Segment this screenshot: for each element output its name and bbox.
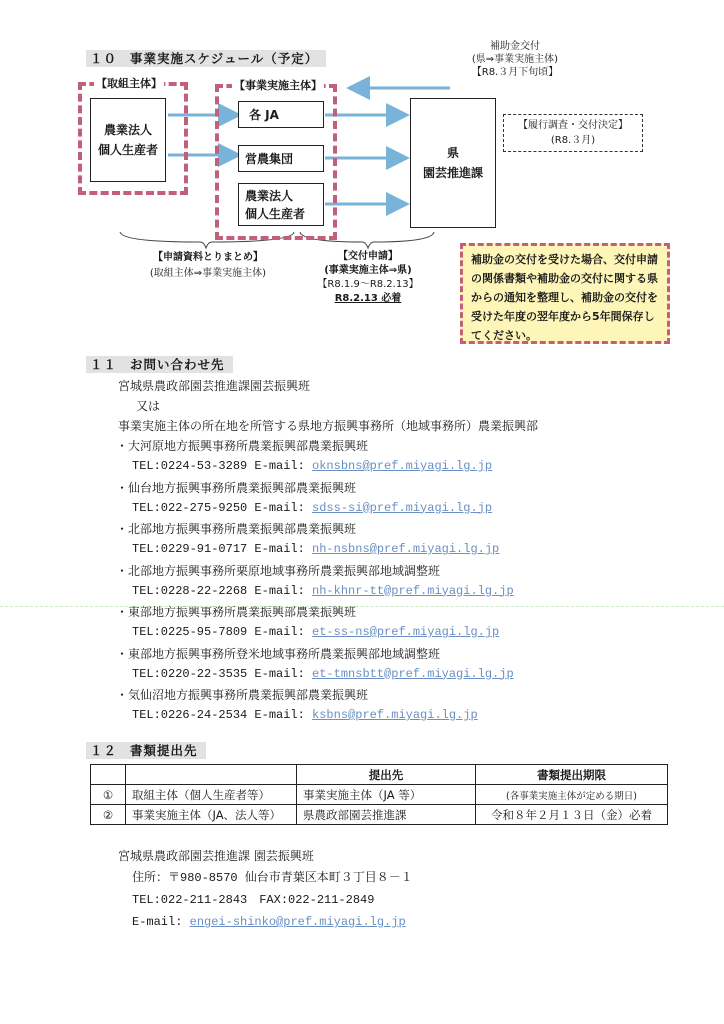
table-header-row — [91, 765, 668, 785]
torikumi-label: 【取組主体】 — [96, 77, 162, 90]
section12-heading — [86, 742, 206, 759]
jigyo-ja-box: 各 JA — [238, 101, 324, 128]
kofu-shinsei-deadline: R8.2.13 必着 — [334, 293, 402, 304]
table-header-cell: 書類提出期限 — [476, 765, 668, 785]
office-contact — [132, 500, 492, 516]
section12-title: 書類提出先 — [130, 743, 198, 758]
table-header-cell — [91, 765, 126, 785]
table-cell: 県農政部園芸推進課 — [297, 805, 476, 825]
table-row — [91, 805, 668, 825]
office-tel: TEL:022-275-9250 E-mail: — [132, 500, 305, 515]
kofu-shinsei-text — [300, 250, 436, 306]
section10-number: １０ — [90, 51, 118, 66]
table-cell: ② — [91, 805, 126, 825]
torikumi-box — [90, 98, 166, 182]
jigyo-hojin-line1: 農業法人 — [245, 188, 294, 203]
jigyo-hojin-box — [238, 183, 324, 226]
kofu-shinsei-line3: 【R8.1.9～R8.2.13】 — [317, 279, 419, 290]
contact-main: 宮城県農政部園芸推進課園芸振興班 — [118, 379, 311, 393]
section11-title: お問い合わせ先 — [130, 357, 225, 372]
office-tel: TEL:0224-53-3289 E-mail: — [132, 459, 305, 473]
office-contact — [132, 624, 499, 640]
rikou-box — [503, 114, 643, 152]
office-name: ・東部地方振興事務所登米地域事務所農業振興部地域調整班 — [116, 646, 441, 661]
section10-title: 事業実施スケジュール（予定） — [130, 51, 319, 66]
fold-line — [0, 606, 724, 607]
office-name: ・北部地方振興事務所農業振興部農業振興班 — [116, 522, 357, 536]
rikou-line1: 【履行調査・交付決定】 — [518, 120, 628, 131]
section11-number: １１ — [90, 357, 118, 372]
ken-box-line2: 園芸推進課 — [422, 166, 483, 180]
kofu-shinsei-line1: 【交付申請】 — [338, 251, 398, 262]
office-tel: TEL:0220-22-3535 E-mail: — [132, 666, 305, 681]
table-cell: 令和８年２月１３日（金）必着 — [476, 805, 668, 825]
table-cell: ① — [91, 785, 126, 805]
office-contact — [132, 583, 514, 599]
office-contact — [132, 458, 492, 474]
submission-table — [90, 764, 668, 825]
office-tel: TEL:0225-95-7809 E-mail: — [132, 625, 305, 639]
kofu-shinsei-line2: (事業実施主体⇒県) — [324, 265, 412, 276]
office-name: ・気仙沼地方振興事務所農業振興部農業振興班 — [116, 688, 369, 702]
kofu-top-line3: 【R8.３月下旬頃】 — [471, 67, 559, 78]
office-tel: TEL:0228-22-2268 E-mail: — [132, 583, 305, 598]
footer-org: 宮城県農政部園芸推進課 園芸振興班 — [118, 849, 314, 863]
office-tel: TEL:0226-24-2534 E-mail: — [132, 708, 305, 722]
jigyo-hojin-line2: 個人生産者 — [245, 206, 306, 221]
table-header-cell — [126, 765, 297, 785]
footer-addr: 住所：〒980-8570 仙台市青葉区本町３丁目８－１ — [132, 871, 413, 885]
office-email-link[interactable]: et-ss-ns@pref.miyagi.lg.jp — [312, 625, 500, 639]
office-email-link[interactable]: sdss-si@pref.miyagi.lg.jp — [312, 500, 493, 515]
table-cell: (各事業実施主体が定める期日) — [476, 785, 668, 805]
office-name: ・北部地方振興事務所栗原地域事務所農業振興部地域調整班 — [116, 563, 441, 578]
office-name: ・仙台地方振興事務所農業振興部農業振興班 — [116, 480, 357, 495]
shinsei-matome-line2: (取組主体⇒事業実施主体) — [149, 268, 267, 279]
section12-number: １２ — [90, 743, 118, 758]
footer-mail-label: E-mail: — [132, 915, 183, 929]
torikumi-box-line1: 農業法人 — [103, 123, 152, 137]
footer-mail-row — [132, 914, 406, 930]
notice-text: 補助金の交付を受けた場合、交付申請の関係書類や補助金の交付に関する県からの通知を整理し、補助金の交付を受けた年度の翌年度から5年間保存してください。 — [471, 253, 658, 342]
office-contact — [132, 541, 499, 557]
jigyo-label: 【事業実施主体】 — [234, 79, 322, 92]
office-name: ・東部地方振興事務所農業振興部農業振興班 — [116, 605, 357, 619]
notice-box — [460, 243, 670, 344]
jigyo-eino-box: 営農集団 — [238, 145, 324, 172]
office-contact — [132, 666, 514, 682]
ken-box — [410, 98, 496, 228]
office-contact — [132, 707, 478, 723]
contact-or: 又は — [136, 399, 161, 413]
kofu-top-text — [450, 40, 580, 79]
torikumi-box-line2: 個人生産者 — [97, 143, 158, 157]
table-row — [91, 785, 668, 805]
office-email-link[interactable]: oknsbns@pref.miyagi.lg.jp — [312, 459, 493, 473]
kofu-top-line1: 補助金交付 — [490, 41, 540, 52]
contact-desc: 事業実施主体の所在地を所管する県地方振興事務所（地域事務所）農業振興部 — [118, 419, 539, 433]
footer-tel: TEL:022-211-2843 FAX:022-211-2849 — [132, 893, 375, 907]
rikou-line2: (R8.３月) — [550, 135, 596, 146]
ken-box-line1: 県 — [446, 146, 459, 160]
table-cell: 取組主体（個人生産者等） — [126, 785, 297, 805]
office-email-link[interactable]: ksbns@pref.miyagi.lg.jp — [312, 708, 478, 722]
table-cell: 事業実施主体（JA 等） — [297, 785, 476, 805]
shinsei-matome-text — [120, 250, 296, 282]
kofu-top-line2: (県⇒事業実施主体) — [471, 54, 559, 65]
table-header-cell: 提出先 — [297, 765, 476, 785]
office-email-link[interactable]: et-tmnsbtt@pref.miyagi.lg.jp — [312, 666, 514, 681]
office-email-link[interactable]: nh-khnr-tt@pref.miyagi.lg.jp — [312, 583, 514, 598]
section11-heading — [86, 356, 233, 373]
office-tel: TEL:0229-91-0717 E-mail: — [132, 542, 305, 556]
office-name: ・大河原地方振興事務所農業振興部農業振興班 — [116, 439, 369, 453]
office-email-link[interactable]: nh-nsbns@pref.miyagi.lg.jp — [312, 542, 500, 556]
footer-mail-link[interactable]: engei-shinko@pref.miyagi.lg.jp — [189, 915, 406, 929]
table-cell: 事業実施主体（JA、法人等） — [126, 805, 297, 825]
shinsei-matome-line1: 【申請資料とりまとめ】 — [153, 252, 263, 263]
